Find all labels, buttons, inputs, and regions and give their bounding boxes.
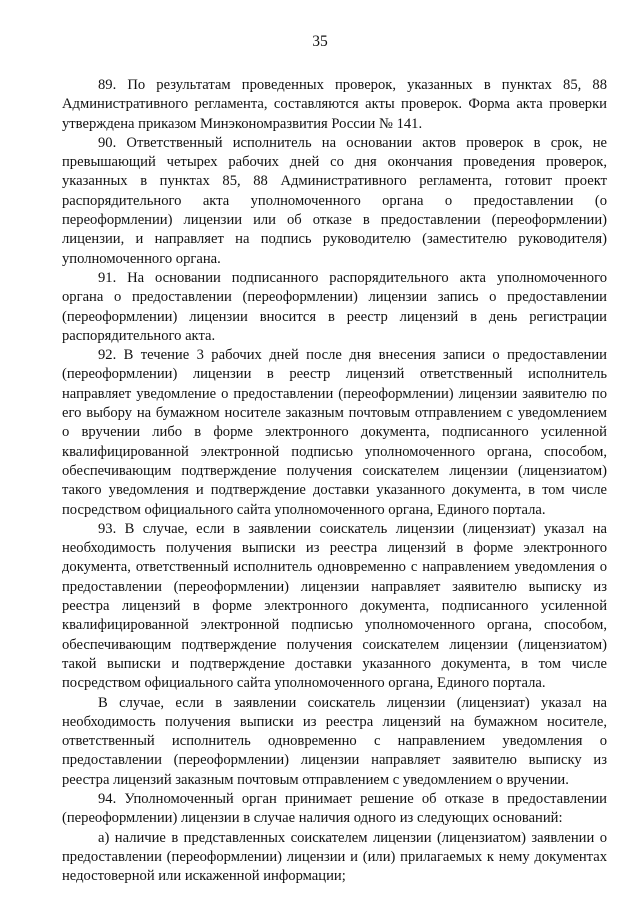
paragraph-93: 93. В случае, если в заявлении соискатель лицензии (лицензиат) указал на необходимость получения выписки из реестра лицензий в форме электронного документа, ответственный исполнитель одновременно с направлением уведомления о предоставлении (переоформлении) лицензии направляет заявителю выписку из реестра лицензий в форме электронного документа, подписанного усиленной квалифицированной электронной подписью уполномоченного органа, способом, обеспечивающим подтверждение получения соискателем лицензии (лицензиатом) такой выписки и подтверждение доставки указанного документа, в том числе посредством официального сайта уполномоченного органа, Единого портала. <box>62 520 607 692</box>
paragraph-90: 90. Ответственный исполнитель на основании актов проверок в срок, не превышающий четырех рабочих дней со дня окончания проведения проверок, указанных в пунктах 85, 88 Административного регламента, готовит проект распорядительного акта уполномоченного органа о предоставлении (о переоформлении) лицензии или об отказе в предоставлении (переоформлении) лицензии, и направляет на подпись руководителю (заместителю руководителя) уполномоченного органа. <box>62 134 607 267</box>
paragraph-92: 92. В течение 3 рабочих дней после дня внесения записи о предоставлении (переоформлении) лицензии в реестр лицензий ответственный исполнитель направляет уведомление о предоставлении (переоформлении) лицензии заявителю по его выбору на бумажном носителе заказным почтовым отправлением с уведомлением о вручении либо в форме электронного документа, подписанного усиленной квалифицированной электронной подписью уполномоченного органа, способом, обеспечивающим подтверждение получения соискателем лицензии (лицензиатом) такого уведомления и подтверждение доставки указанного документа, в том числе посредством официального сайта уполномоченного органа, Единого портала. <box>62 347 607 518</box>
paragraph-91: 91. На основании подписанного распорядительного акта уполномоченного органа о предоставлении (переоформлении) лицензии запись о предоставлении (переоформлении) лицензии вносится в реестр лицензий в день регистрации распорядительного акта. <box>62 269 607 344</box>
paragraph-89: 89. По результатам проведенных проверок, указанных в пунктах 85, 88 Административного регламента, составляются акты проверок. Форма акта проверки утверждена приказом Минэкономразвития России № 141. <box>62 77 607 132</box>
paragraph-94-a: а) наличие в представленных соискателем лицензии (лицензиатом) заявлении о предоставлении (переоформлении) лицензии и (или) прилагаемых к нему документах недостоверной или искаженной информации; <box>62 829 607 885</box>
page-number: 35 <box>312 33 328 50</box>
paragraph-94: 94. Уполномоченный орган принимает решение об отказе в предоставлении (переоформлении) лицензии в случае наличия одного из следующих оснований: <box>62 790 607 827</box>
paragraph-93-continued: В случае, если в заявлении соискатель лицензии (лицензиат) указал на необходимость получения выписки из реестра лицензий на бумажном носителе, ответственный исполнитель одновременно с направлением уведомления о предоставлении (переоформлении) лицензии направляет заявителю выписку из реестра лицензий заказным почтовым отправлением с уведомлением о вручении. <box>62 694 607 788</box>
document-body <box>62 76 607 886</box>
